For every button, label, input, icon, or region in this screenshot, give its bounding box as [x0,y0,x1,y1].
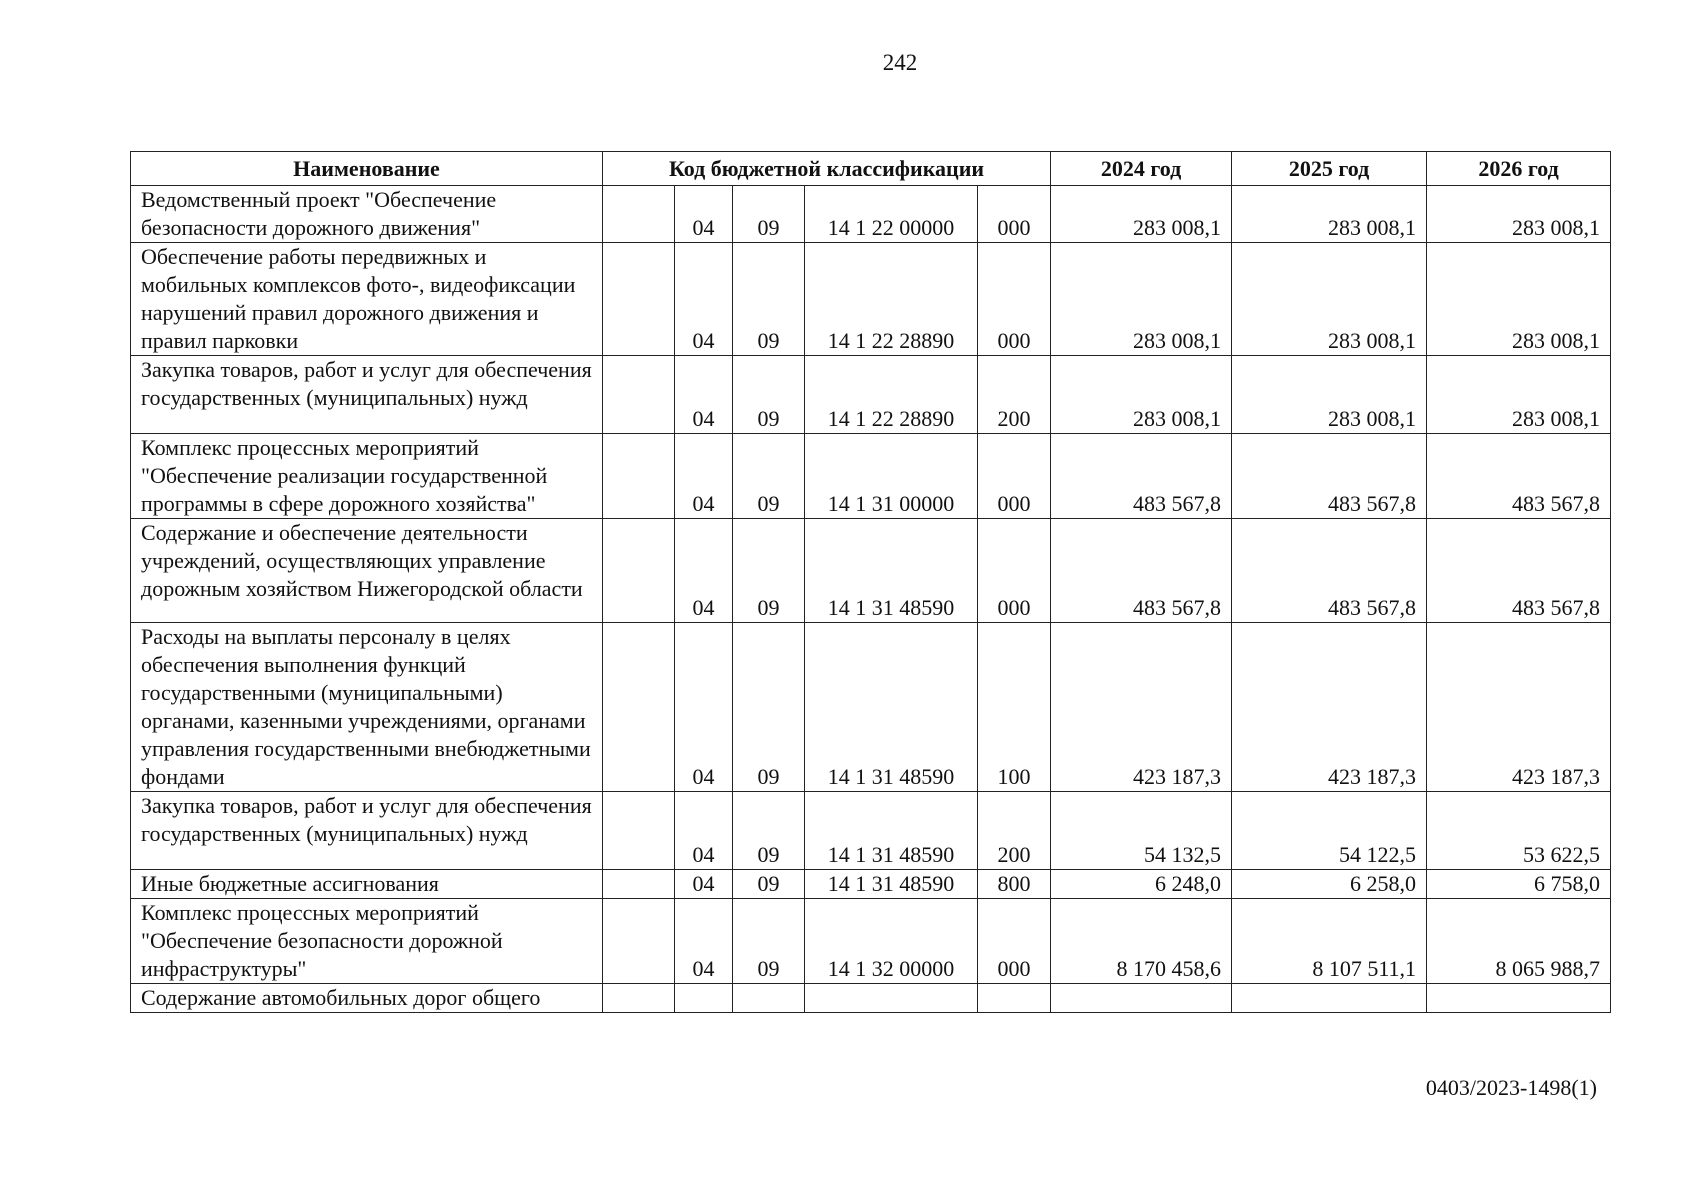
table-row [131,186,1611,243]
header-code: Код бюджетной классификации [603,152,1051,186]
row-name: Содержание и обеспечение деятельности учреждений, осуществляющих управление дорожным хозяйством Нижегородской области [131,519,603,623]
budget-table [130,151,1611,1013]
code-target-article: 14 1 31 00000 [805,434,978,519]
code-subsection: 09 [733,792,805,870]
code-target-article: 14 1 22 28890 [805,243,978,356]
table-row [131,434,1611,519]
value-2024: 423 187,3 [1051,623,1232,792]
value-2024: 483 567,8 [1051,519,1232,623]
code-subsection: 09 [733,899,805,984]
page-number: 242 [882,50,918,75]
value-2026: 423 187,3 [1427,623,1611,792]
code-target-article: 14 1 32 00000 [805,899,978,984]
header-2025: 2025 год [1232,152,1427,186]
code-subsection: 09 [733,519,805,623]
table-row [131,356,1611,434]
header-name: Наименование [131,152,603,186]
code-subsection: 09 [733,243,805,356]
code-section [603,623,675,792]
value-2025: 483 567,8 [1232,434,1427,519]
row-name: Расходы на выплаты персоналу в целях обеспечения выполнения функций государственными (муниципальными) органами, казенными учреждениями, органами управления государственными внебюджетными фондами [131,623,603,792]
value-2025: 483 567,8 [1232,519,1427,623]
row-name: Иные бюджетные ассигнования [131,870,603,899]
code-target-article [805,984,978,1013]
code-section [603,870,675,899]
value-2024: 283 008,1 [1051,243,1232,356]
value-2026 [1427,984,1611,1013]
code-chapter: 04 [675,186,733,243]
value-2026: 483 567,8 [1427,519,1611,623]
value-2026: 483 567,8 [1427,434,1611,519]
row-name: Комплекс процессных мероприятий "Обеспечение безопасности дорожной инфраструктуры" [131,899,603,984]
code-subsection: 09 [733,434,805,519]
code-chapter: 04 [675,243,733,356]
code-section [603,356,675,434]
code-subsection: 09 [733,186,805,243]
code-section [603,243,675,356]
code-section [603,984,675,1013]
value-2026: 8 065 988,7 [1427,899,1611,984]
table-row [131,899,1611,984]
value-2026: 283 008,1 [1427,356,1611,434]
code-chapter: 04 [675,792,733,870]
code-subsection: 09 [733,356,805,434]
code-expense-type: 200 [978,792,1051,870]
value-2024: 8 170 458,6 [1051,899,1232,984]
code-chapter: 04 [675,519,733,623]
header-2026: 2026 год [1427,152,1611,186]
row-name: Содержание автомобильных дорог общего [131,984,603,1013]
value-2025: 423 187,3 [1232,623,1427,792]
code-section [603,519,675,623]
value-2025: 283 008,1 [1232,243,1427,356]
code-section [603,792,675,870]
row-name: Закупка товаров, работ и услуг для обеспечения государственных (муниципальных) нужд [131,792,603,870]
row-name: Ведомственный проект "Обеспечение безопасности дорожного движения" [131,186,603,243]
value-2025: 283 008,1 [1232,186,1427,243]
value-2024: 54 132,5 [1051,792,1232,870]
value-2026: 283 008,1 [1427,243,1611,356]
code-chapter: 04 [675,356,733,434]
row-name: Закупка товаров, работ и услуг для обеспечения государственных (муниципальных) нужд [131,356,603,434]
value-2025: 6 258,0 [1232,870,1427,899]
code-chapter: 04 [675,899,733,984]
value-2026: 6 758,0 [1427,870,1611,899]
value-2024: 283 008,1 [1051,186,1232,243]
code-chapter: 04 [675,870,733,899]
code-section [603,434,675,519]
table-row [131,792,1611,870]
table-row [131,623,1611,792]
table-row [131,870,1611,899]
code-expense-type [978,984,1051,1013]
code-target-article: 14 1 31 48590 [805,870,978,899]
header-2024: 2024 год [1051,152,1232,186]
table-body [131,186,1611,1013]
table-header-row [131,152,1611,186]
code-expense-type: 200 [978,356,1051,434]
code-expense-type: 000 [978,519,1051,623]
value-2024: 6 248,0 [1051,870,1232,899]
value-2024: 283 008,1 [1051,356,1232,434]
value-2025: 8 107 511,1 [1232,899,1427,984]
code-expense-type: 000 [978,186,1051,243]
row-name: Комплекс процессных мероприятий "Обеспечение реализации государственной программы в сфере дорожного хозяйства" [131,434,603,519]
code-expense-type: 000 [978,243,1051,356]
code-target-article: 14 1 22 28890 [805,356,978,434]
value-2025: 283 008,1 [1232,356,1427,434]
table-row [131,519,1611,623]
code-section [603,899,675,984]
value-2025: 54 122,5 [1232,792,1427,870]
value-2026: 283 008,1 [1427,186,1611,243]
code-expense-type: 000 [978,434,1051,519]
code-chapter: 04 [675,623,733,792]
code-section [603,186,675,243]
value-2024 [1051,984,1232,1013]
table-row [131,243,1611,356]
code-expense-type: 100 [978,623,1051,792]
document-id: 0403/2023-1498(1) [1425,1075,1597,1100]
code-target-article: 14 1 22 00000 [805,186,978,243]
row-name: Обеспечение работы передвижных и мобильных комплексов фото-, видеофиксации нарушений правил дорожного движения и правил парковки [131,243,603,356]
table-row [131,984,1611,1013]
value-2026: 53 622,5 [1427,792,1611,870]
code-target-article: 14 1 31 48590 [805,792,978,870]
code-chapter [675,984,733,1013]
value-2025 [1232,984,1427,1013]
code-chapter: 04 [675,434,733,519]
code-expense-type: 800 [978,870,1051,899]
code-subsection [733,984,805,1013]
code-target-article: 14 1 31 48590 [805,623,978,792]
code-target-article: 14 1 31 48590 [805,519,978,623]
code-subsection: 09 [733,870,805,899]
value-2024: 483 567,8 [1051,434,1232,519]
code-expense-type: 000 [978,899,1051,984]
code-subsection: 09 [733,623,805,792]
